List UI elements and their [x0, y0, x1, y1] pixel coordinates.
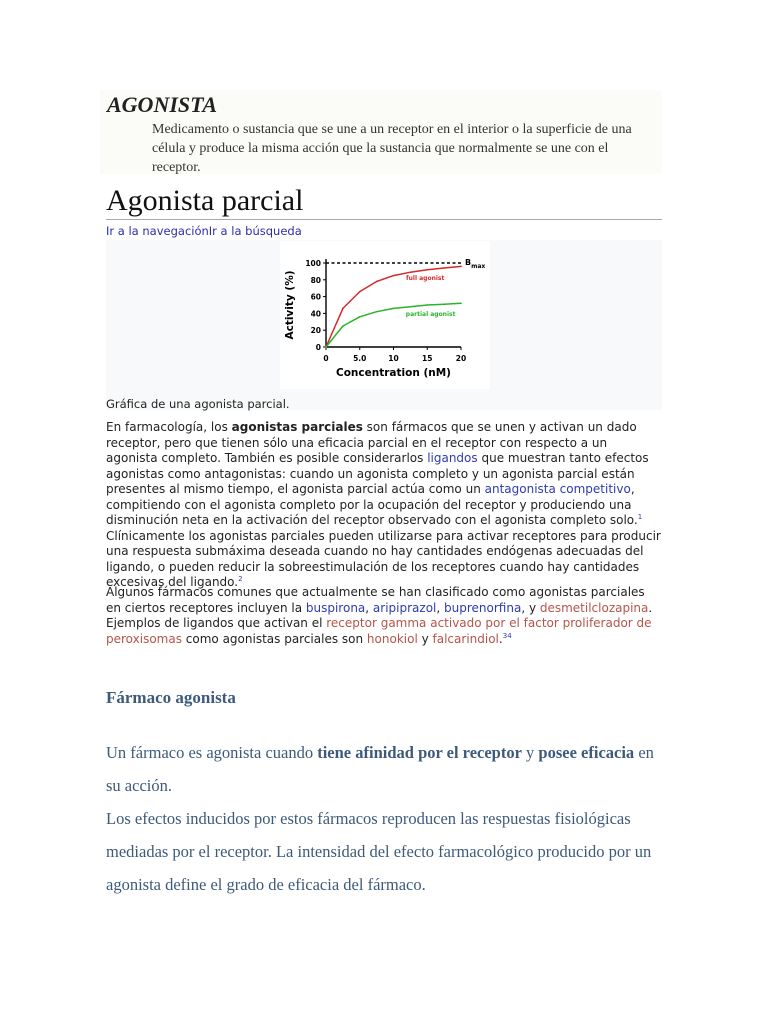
link-ligandos[interactable]: ligandos	[427, 451, 478, 465]
bmax-label: $B_{max}$	[465, 258, 486, 270]
data-point	[393, 308, 395, 310]
jump-links	[106, 224, 302, 238]
data-point	[325, 346, 327, 348]
jump-to-navigation-link[interactable]: Ir a la navegación	[106, 224, 209, 238]
data-point	[376, 311, 378, 313]
data-point	[410, 306, 412, 308]
data-point	[359, 316, 361, 318]
x-tick-label: 10	[388, 354, 399, 363]
jump-to-search-link[interactable]: Ir a la búsqueda	[208, 224, 302, 238]
data-point	[460, 303, 462, 305]
link-buprenorfina[interactable]: buprenorfina	[444, 600, 522, 615]
data-point	[426, 304, 428, 306]
y-tick-label: 60	[310, 292, 321, 302]
reference-1[interactable]: 1	[637, 513, 643, 521]
link-receptor-ppar-gamma[interactable]: receptor gamma activado por el factor proliferador de peroxisomas	[106, 616, 652, 646]
bold-term-agonistas-parciales: agonistas parciales	[231, 420, 363, 434]
link-buspirona[interactable]: buspirona	[305, 600, 366, 615]
data-point	[410, 271, 412, 273]
farmaco-agonista-text: Un fármaco es agonista cuando tiene afinidad por el receptor y posee eficacia en su acción. Los efectos inducidos por estos fármacos reproducen las respuestas fisiológicas mediadas por el receptor. La intensidad del efecto farmacológico producido por un agonista define el grado de eficacia del fármaco.	[106, 743, 654, 894]
reference-3[interactable]: 3	[502, 631, 508, 640]
data-point	[342, 325, 344, 327]
figure-box	[106, 240, 662, 410]
series-label-full-agonist: full agonist	[406, 274, 445, 282]
y-axis-label: Activity (%)	[284, 270, 296, 340]
y-tick-label: 40	[310, 309, 321, 319]
figure-caption: Gráfica de una agonista parcial.	[106, 397, 290, 411]
data-point	[443, 267, 445, 269]
paragraph-examples: Algunos fármacos comunes que actualmente se han clasificado como agonistas parciales en ciertos receptores incluyen la buspirona, aripiprazol, buprenorfina, y desmetilclozapina. Ejemplos de ligandos que activan el receptor gamma activado por el factor proliferador de peroxisomas como agonistas parciales son honokiol y falcarindiol.$^{34}$	[106, 585, 653, 646]
agonista-definition: Medicamento o sustancia que se une a un receptor en el interior o la superficie de una célula y produce la misma acción que la sustancia que normalmente se une con el receptor.	[152, 122, 632, 175]
y-tick-label: 20	[310, 326, 321, 336]
data-point	[376, 281, 378, 283]
reference-4[interactable]: 4	[507, 631, 512, 640]
data-point	[460, 266, 462, 268]
activity-chart	[280, 241, 490, 389]
bold-eficacia: posee eficacia	[538, 743, 635, 762]
agonista-title: AGONISTA	[107, 92, 218, 117]
series-label-partial-agonist: partial agonist	[405, 310, 456, 318]
x-tick-label: 5.0	[353, 354, 367, 363]
y-tick-label: 0	[315, 343, 321, 352]
y-tick-label: 80	[310, 275, 321, 285]
data-point	[359, 291, 361, 293]
data-point	[393, 275, 395, 277]
data-point	[426, 269, 428, 271]
x-tick-label: 0	[323, 354, 329, 363]
link-desmetilclozapina[interactable]: desmetilclozapina	[539, 600, 649, 615]
x-axis-label: Concentration (nM)	[336, 367, 451, 379]
data-point	[342, 308, 344, 310]
agonista-definition-block	[100, 90, 662, 174]
y-tick-label: 100	[305, 259, 321, 268]
article-title: Agonista parcial	[106, 184, 304, 217]
link-aripiprazol[interactable]: aripiprazol	[372, 600, 437, 615]
bold-afinidad: tiene afinidad por el receptor	[317, 743, 522, 762]
reference-2[interactable]: 2	[238, 575, 243, 583]
farmaco-agonista-heading: Fármaco agonista	[106, 688, 236, 707]
link-falcarindiol[interactable]: falcarindiol	[432, 631, 499, 646]
link-antagonista-competitivo[interactable]: antagonista competitivo	[484, 482, 631, 496]
link-honokiol[interactable]: honokiol	[366, 631, 418, 646]
x-tick-label: 15	[422, 354, 433, 363]
x-tick-label: 20	[455, 354, 467, 363]
data-point	[443, 303, 445, 305]
paragraph-intro: En farmacología, los agonistas parciales son fármacos que se unen y activan un dado receptor, pero que tienen sólo una eficacia parcial en el receptor con respecto a un agonista completo. También es posible considerarlos ligandos que muestran tanto efectos agonistas como antagonistas: cuando un agonista completo y un agonista parcial están presentes al mismo tiempo, el agonista parcial actúa como un antagonista competitivo, compitiendo con el agonista completo por la ocupación del receptor y produciendo una disminución neta en la activación del receptor observado con el agonista completo solo.$^1$ Clínicamente los agonistas parciales pueden utilizarse para activar receptores para producir una respuesta submáxima deseada cuando no hay cantidades endógenas adecuadas del ligando, o pueden reducir la sobreestimulación de los receptores cuando hay cantidades excesivas del ligando.$^2$	[106, 420, 661, 589]
title-divider	[106, 219, 662, 220]
